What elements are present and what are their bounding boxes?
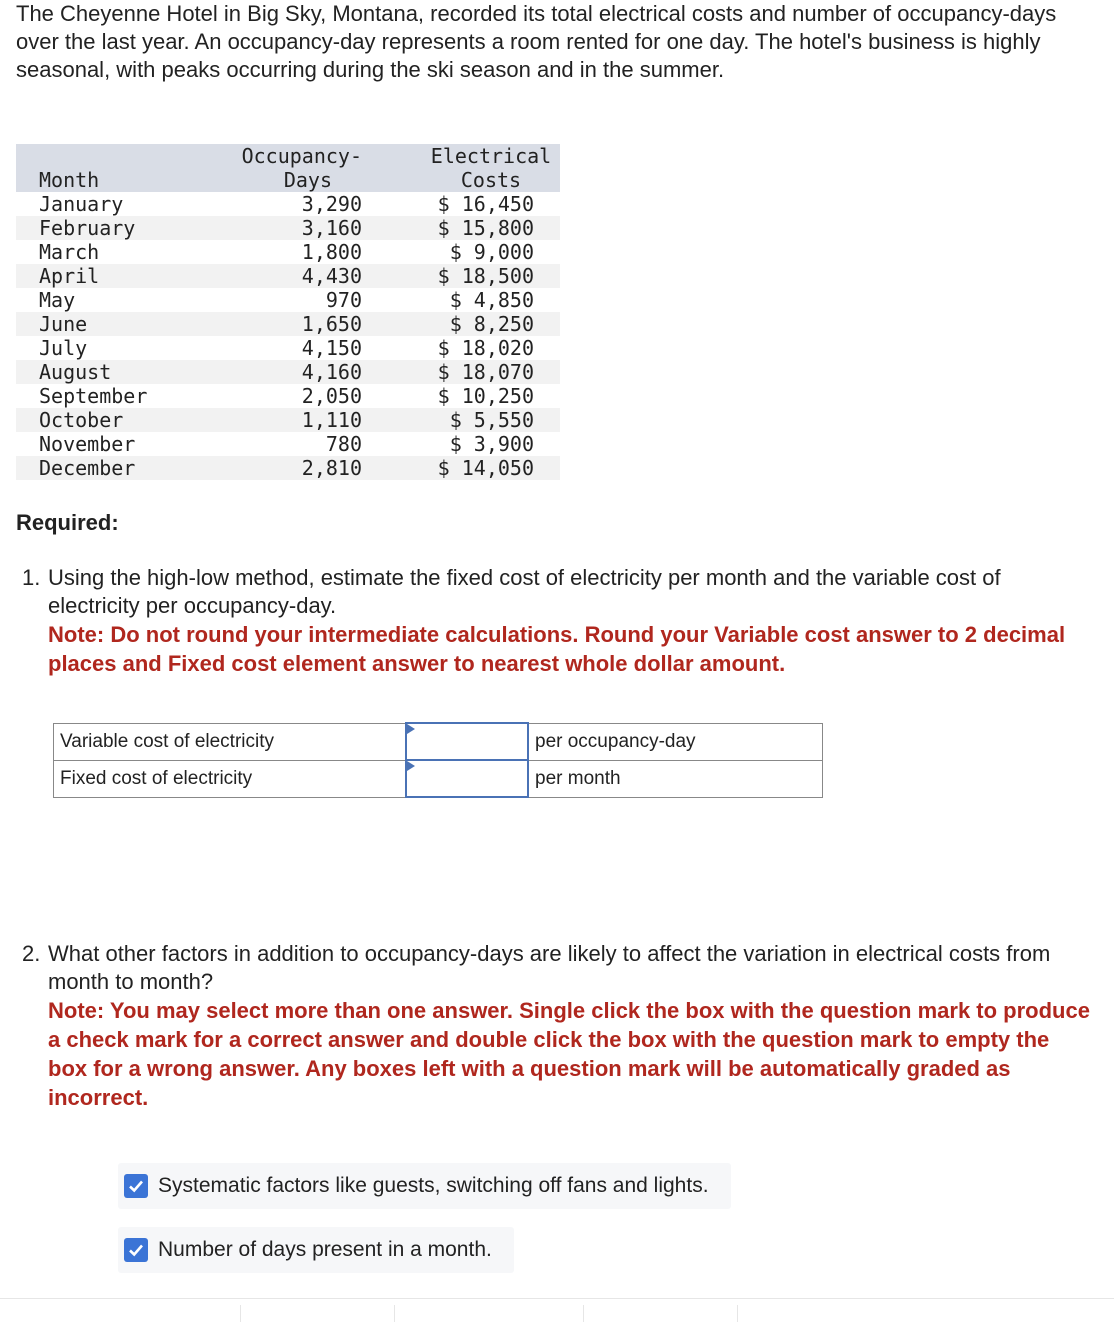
- header-days-line2: Days: [283, 168, 332, 192]
- divider: [0, 1298, 1114, 1299]
- cell-electrical-cost: [362, 360, 560, 384]
- cell-month: August: [39, 360, 112, 384]
- table-row: [16, 456, 560, 480]
- cell-occupancy-days: 4,150: [301, 336, 362, 360]
- fixed-cost-cell: [406, 760, 528, 797]
- cell-occupancy-days: 2,050: [301, 384, 362, 408]
- variable-cost-cell: [406, 723, 528, 760]
- cost-data-table: [16, 144, 560, 480]
- table-row: [16, 384, 560, 408]
- cell-electrical-cost: [362, 288, 560, 312]
- answer-table: [53, 722, 823, 798]
- divider: [737, 1305, 738, 1322]
- table-row: [16, 192, 560, 216]
- choice-label: Systematic factors like guests, switching off fans and lights.: [158, 1174, 709, 1197]
- cost-value: $ 16,450: [437, 192, 534, 216]
- cell-occupancy-days: 970: [325, 288, 362, 312]
- cell-electrical-cost: [362, 456, 560, 480]
- cell-month: January: [39, 192, 124, 216]
- cell-occupancy-days: 780: [325, 432, 362, 456]
- cost-value: $ 8,250: [449, 312, 534, 336]
- fixed-cost-unit: per month: [528, 760, 823, 797]
- cell-month: November: [39, 432, 136, 456]
- cell-month: September: [39, 384, 148, 408]
- cell-occupancy-days: 1,650: [301, 312, 362, 336]
- question-1-note: Note: Do not round your intermediate calculations. Round your Variable cost answer to 2 decimal places and Fixed cost element answer to nearest whole dollar amount.: [48, 622, 1066, 676]
- cost-value: $ 5,550: [449, 408, 534, 432]
- table-row: [16, 264, 560, 288]
- cell-electrical-cost: [362, 264, 560, 288]
- cell-occupancy-days: 4,430: [301, 264, 362, 288]
- table-row: [16, 360, 560, 384]
- variable-cost-unit: per occupancy-day: [528, 723, 823, 760]
- cell-month: July: [39, 336, 88, 360]
- choice-label: Number of days present in a month.: [158, 1238, 492, 1261]
- table-row: [16, 240, 560, 264]
- variable-cost-label: Variable cost of electricity: [54, 723, 407, 760]
- input-marker-icon: [407, 724, 415, 734]
- cost-value: $ 14,050: [437, 456, 534, 480]
- table-row: [16, 312, 560, 336]
- header-electrical-costs: [362, 144, 560, 192]
- choice-days-in-month[interactable]: [118, 1227, 514, 1273]
- table-row: [16, 216, 560, 240]
- header-month: Month: [39, 168, 100, 192]
- required-heading: Required:: [16, 510, 119, 535]
- cell-occupancy-days: 2,810: [301, 456, 362, 480]
- table-header-row: [16, 144, 560, 192]
- table-row: [16, 336, 560, 360]
- cell-electrical-cost: [362, 432, 560, 456]
- variable-cost-row: [54, 723, 823, 760]
- cell-electrical-cost: [362, 312, 560, 336]
- question-2: [22, 940, 1092, 1112]
- cell-occupancy-days: 3,160: [301, 216, 362, 240]
- cell-month: March: [39, 240, 100, 264]
- header-occupancy-days: [219, 144, 362, 192]
- cell-month: October: [39, 408, 124, 432]
- divider: [583, 1305, 584, 1322]
- cost-value: $ 15,800: [437, 216, 534, 240]
- header-days-line1: Occupancy-: [241, 144, 362, 168]
- question-1-text: Using the high-low method, estimate the fixed cost of electricity per month and the variable cost of electricity per occupancy-day.: [48, 565, 1001, 618]
- fixed-cost-input[interactable]: [407, 761, 531, 796]
- cost-value: $ 4,850: [449, 288, 534, 312]
- cell-month: April: [39, 264, 100, 288]
- table-row: [16, 432, 560, 456]
- table-row: [16, 288, 560, 312]
- cell-month: December: [39, 456, 136, 480]
- cost-value: $ 18,500: [437, 264, 534, 288]
- cell-occupancy-days: 1,800: [301, 240, 362, 264]
- cell-occupancy-days: 4,160: [301, 360, 362, 384]
- checkbox-checked-icon[interactable]: [124, 1174, 148, 1198]
- intro-paragraph: The Cheyenne Hotel in Big Sky, Montana, recorded its total electrical costs and number of occupancy-days over the last year. An occupancy-day represents a room rented for one day. The hotel's business is highly seasonal, with peaks occurring during the ski season and in the summer.: [16, 1, 1057, 82]
- cell-electrical-cost: [362, 192, 560, 216]
- cell-electrical-cost: [362, 216, 560, 240]
- cell-occupancy-days: 1,110: [301, 408, 362, 432]
- fixed-cost-row: [54, 760, 823, 797]
- question-1: [22, 564, 1092, 678]
- header-cost-line1: Electrical: [430, 144, 552, 168]
- cell-electrical-cost: [362, 336, 560, 360]
- question-2-note: Note: You may select more than one answer. Single click the box with the question mark to produce a check mark for a correct answer and double click the box with the question mark to empty the box for a wrong answer. Any boxes left with a question mark will be automatically graded as incorrect.: [48, 998, 1090, 1110]
- fixed-cost-label: Fixed cost of electricity: [54, 760, 407, 797]
- cell-month: May: [39, 288, 76, 312]
- cell-occupancy-days: 3,290: [301, 192, 362, 216]
- input-marker-icon: [407, 761, 415, 771]
- cell-electrical-cost: [362, 240, 560, 264]
- cost-value: $ 18,070: [437, 360, 534, 384]
- checkbox-checked-icon[interactable]: [124, 1238, 148, 1262]
- cost-value: $ 10,250: [437, 384, 534, 408]
- divider: [240, 1305, 241, 1322]
- question-2-number: 2.: [22, 941, 41, 966]
- header-cost-line2: Costs: [460, 168, 522, 192]
- question-1-number: 1.: [22, 565, 41, 590]
- cell-month: February: [39, 216, 136, 240]
- question-2-text: What other factors in addition to occupancy-days are likely to affect the variation in electrical costs from month to month?: [48, 941, 1051, 994]
- variable-cost-input[interactable]: [407, 724, 531, 759]
- cell-electrical-cost: [362, 408, 560, 432]
- table-row: [16, 408, 560, 432]
- cell-electrical-cost: [362, 384, 560, 408]
- cell-month: June: [39, 312, 88, 336]
- cost-value: $ 3,900: [449, 432, 534, 456]
- choice-systematic-factors[interactable]: [118, 1163, 731, 1209]
- divider: [394, 1305, 395, 1322]
- cost-value: $ 18,020: [437, 336, 534, 360]
- cost-value: $ 9,000: [449, 240, 534, 264]
